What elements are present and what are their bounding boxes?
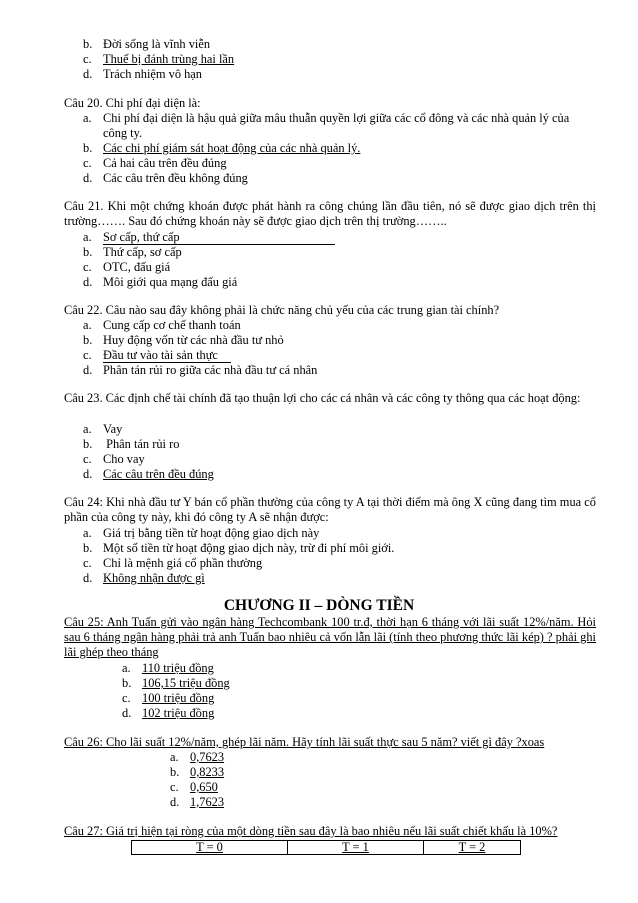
q25-option-b: b. 106,15 triệu đồng [122, 676, 230, 690]
q26-option-c: c. 0,650 [170, 780, 218, 794]
q25-question: Câu 25: Anh Tuấn gửi vào ngân hàng Techcombank 100 tr.đ, thời hạn 6 tháng với lãi suất 12%/năm. Hỏi sau 6 tháng ngân hàng phải trả anh Tuấn bao nhiêu cả vốn lẫn lãi (tính theo phương thức lãi kép) ? phải ghi lãi ghép theo tháng [64, 615, 596, 659]
q21-option-d: d. Môi giới qua mạng đấu giá [83, 275, 238, 289]
table-header-t0: T = 0 [132, 841, 288, 855]
q20-option-b: b. Các chi phí giám sát hoạt động của các nhà quản lý. [83, 141, 361, 155]
q27-cashflow-table [131, 840, 521, 855]
q20-question: Câu 20. Chi phí đại diện là: [64, 96, 201, 110]
q23-option-b: b. Phân tán rủi ro [83, 437, 180, 451]
q21-option-a: a. Sơ cấp, thứ cấp [83, 230, 335, 245]
q19-option-b: b. Đời sống là vĩnh viễn [83, 37, 211, 51]
q21-option-b: b. Thứ cấp, sơ cấp [83, 245, 182, 259]
q23-option-a: a. Vay [83, 422, 123, 436]
q22-option-d: d. Phân tán rủi ro giữa các nhà đầu tư cá nhân [83, 363, 318, 377]
table-header-t1: T = 1 [288, 841, 424, 855]
q26-option-b: b. 0,8233 [170, 765, 225, 779]
q20-option-a: a. Chi phí đại diện là hậu quả giữa mâu thuẫn quyền lợi giữa các cổ đông và các nhà quản lý của [83, 111, 570, 125]
q26-option-d: d. 1,7623 [170, 795, 225, 809]
q26-question: Câu 26: Cho lãi suất 12%/năm, ghép lãi năm. Hãy tính lãi suất thực sau 5 năm? viết gì đây ?xoas [64, 735, 545, 749]
q22-option-b: b. Huy động vốn từ các nhà đầu tư nhỏ [83, 333, 284, 347]
q20-option-d: d. Các câu trên đều không đúng [83, 171, 248, 185]
q25-option-a: a. 110 triệu đồng [122, 661, 214, 675]
q21-question: Câu 21. Khi một chứng khoán được phát hành ra công chúng lần đầu tiên, nó sẽ được giao dịch trên thị trường……. Sau đó chứng khoán này sẽ được giao dịch trên thị trường…….. [64, 199, 596, 228]
q19-option-c: c. Thuế bị đánh trùng hai lần [83, 52, 235, 66]
q19-option-d: d. Trách nhiệm vô hạn [83, 67, 202, 81]
q21-option-c: c. OTC, đấu giá [83, 260, 171, 274]
q23-option-d: d. Các câu trên đều đúng [83, 467, 214, 481]
q24-question: Câu 24: Khi nhà đầu tư Y bán cổ phần thường của công ty A tại thời điểm mà ông X cũng đang tìm mua cổ phần của công ty này, khi đó công ty A sẽ nhận được: [64, 495, 596, 524]
q24-option-a: a. Giá trị bằng tiền từ hoạt động giao dịch này [83, 526, 320, 540]
q22-question: Câu 22. Câu nào sau đây không phải là chức năng chủ yếu của các trung gian tài chính? [64, 303, 500, 317]
chapter-title: CHƯƠNG II – DÒNG TIỀN [223, 597, 415, 614]
q20-option-a-cont: công ty. [103, 126, 143, 140]
q24-option-d: d. Không nhận được gì [83, 571, 205, 585]
table-header-t2: T = 2 [424, 841, 521, 855]
q22-option-c: c. Đầu tư vào tài sản thực [83, 348, 231, 363]
q22-option-a: a. Cung cấp cơ chế thanh toán [83, 318, 241, 332]
q23-option-c: c. Cho vay [83, 452, 145, 466]
q24-option-b: b. Một số tiền từ hoạt động giao dịch này, trừ đi phí môi giới. [83, 541, 395, 555]
table-row [132, 841, 521, 855]
q25-option-c: c. 100 triệu đồng [122, 691, 215, 705]
q27-question: Câu 27: Giá trị hiện tại ròng của một dòng tiền sau đây là bao nhiêu nếu lãi suất chiết khấu là 10%? [64, 824, 558, 838]
q23-question: Câu 23. Các định chế tài chính đã tạo thuận lợi cho các cá nhân và các công ty thông qua các hoạt động: [64, 391, 581, 405]
q20-option-c: c. Cả hai câu trên đều đúng [83, 156, 227, 170]
q26-option-a: a. 0,7623 [170, 750, 225, 764]
q25-option-d: d. 102 triệu đồng [122, 706, 215, 720]
q24-option-c: c. Chỉ là mệnh giá cổ phần thường [83, 556, 263, 570]
